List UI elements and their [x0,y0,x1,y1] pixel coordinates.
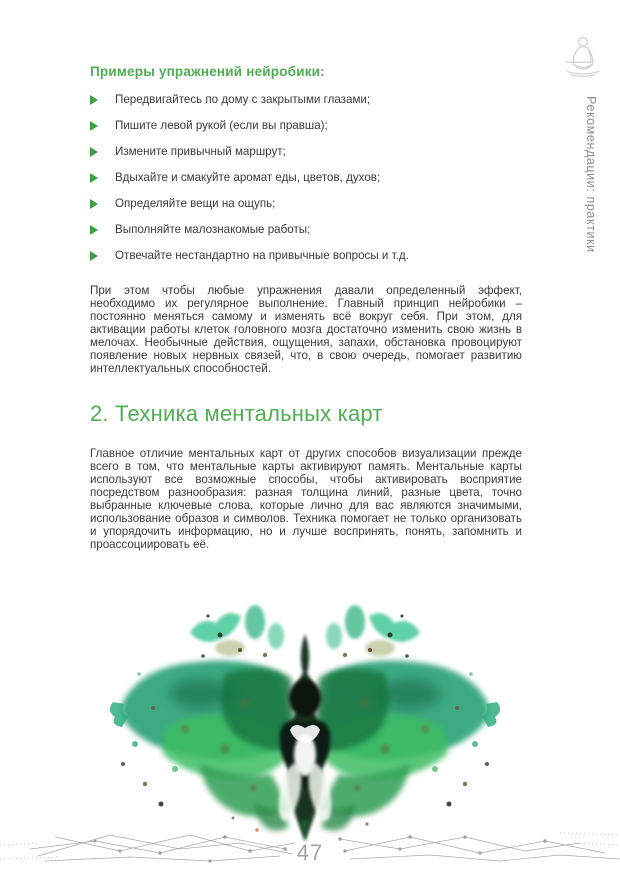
triangle-bullet-icon [90,121,98,131]
list-item-text: Измените привычный маршрут; [115,145,286,158]
list-item [90,145,522,171]
neurobics-list [90,93,522,275]
mental-maps-heading: 2. Техника ментальных карт [90,401,383,426]
triangle-bullet-icon [90,225,98,235]
mental-maps-paragraph: Главное отличие ментальных карт от других способов визуализации прежде всего в том, что ментальные карты активируют память. Ментальные карты используют все возможные способы, чтобы активировать восприятие посредством разнообразия: разная толщина линий, разные цвета, точно выбранные ключевые слова, которые лично для вас являются значимыми, использование образов и символов. Техника помогает не только организовать и упорядочить информацию, но и лучше воспринять, понять, запомнить и проассоциировать её. [90,447,522,551]
triangle-bullet-icon [90,251,98,261]
list-item [90,249,522,275]
list-item [90,197,522,223]
triangle-bullet-icon [90,147,98,157]
list-item-text: Передвигайтесь по дому с закрытыми глазами; [115,93,371,106]
triangle-bullet-icon [90,173,98,183]
list-item [90,223,522,249]
sidebar-caption: Рекомендации: практики [584,96,598,253]
list-item-text: Отвечайте нестандартно на привычные вопросы и т.д. [115,249,409,262]
list-item [90,119,522,145]
page-number: 47 [296,840,324,865]
list-item [90,93,522,119]
list-item-text: Вдыхайте и смакуйте аромат еды, цветов, духов; [115,171,381,184]
neurobics-paragraph: При этом чтобы любые упражнения давали определенный эффект, необходимо их регулярное выполнение. Главный принцип нейробики – постоянно меняться самому и изменять всё вокруг себя. При этом, для активации работы клеток головного мозга достаточно изменить свою жизнь в мелочах. Необычные действия, ощущения, запахи, обстановка провоцируют появление новых нервных связей, что, в свою очередь, помогает развитию интеллектуальных способностей. [90,284,522,375]
inkblot-illustration [104,578,506,858]
list-item-text: Определяйте вещи на ощупь; [115,197,276,210]
list-item [90,171,522,197]
list-item-text: Пишите левой рукой (если вы правша); [115,119,328,132]
neurobics-heading: Примеры упражнений нейробики: [90,64,325,79]
list-item-text: Выполняйте малознакомые работы; [115,223,311,236]
triangle-bullet-icon [90,199,98,209]
meditation-lotus-icon [558,32,608,82]
triangle-bullet-icon [90,95,98,105]
